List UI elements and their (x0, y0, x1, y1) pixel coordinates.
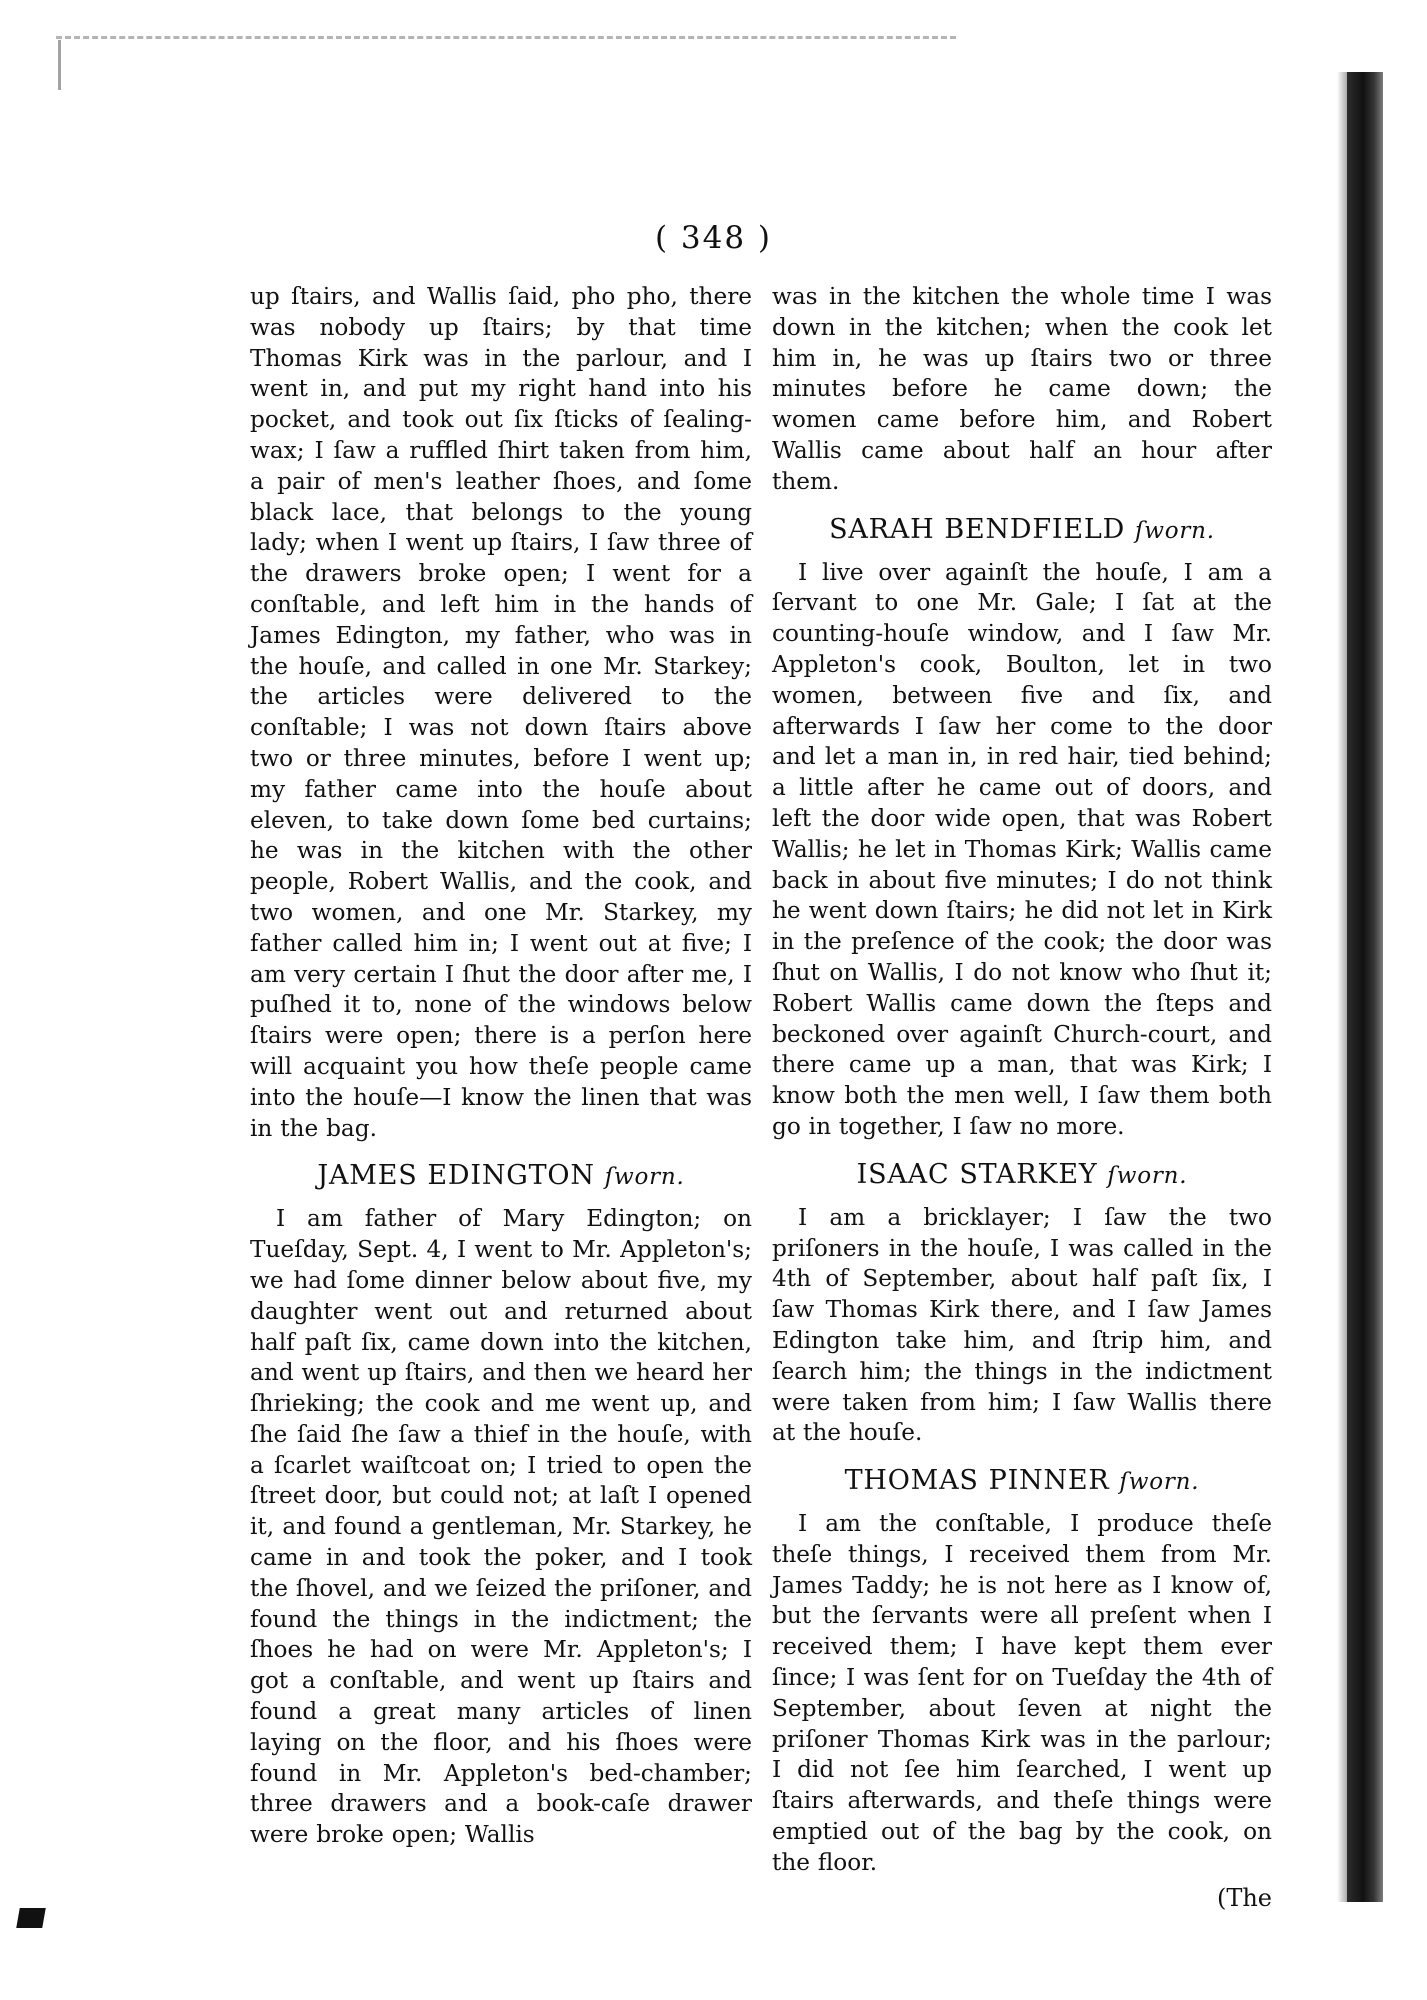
paragraph: up ſtairs, and Wallis ſaid, pho pho, there was nobody up ſtairs; by that time Thomas Kirk was in the parlour, and I went in, and put my right hand into his pocket, and took out ſix ſticks of ſealing-wax; I ſaw a ruffled ſhirt taken from him, a pair of men's leather ſhoes, and ſome black lace, that belongs to the young lady; when I went up ſtairs, I ſaw three of the drawers broke open; I went for a conſtable, and left him in the hands of James Edington, my father, who was in the houſe, and called in one Mr. Starkey; the articles were delivered to the conſtable; I was not down ſtairs above two or three minutes, before I went up; my father came into the houſe about eleven, to take down ſome bed curtains; he was in the kitchen with the other people, Robert Wallis, and the cook, and two women, and one Mr. Starkey, my father called him in; I went out at five; I am very certain I ſhut the door after me, I puſhed it to, none of the windows below ſtairs were open; there is a perſon here will acquaint you how theſe people came into the houſe—I know the linen that was in the bag. (250, 283, 752, 1142)
binding-shadow (1347, 72, 1383, 1902)
sworn-label: ſworn. (1119, 1469, 1200, 1496)
scan-edge-top (56, 36, 956, 53)
witness-name: SARAH BENDFIELD (829, 513, 1126, 545)
section-heading (772, 1158, 1272, 1193)
catchword: (The (1216, 1883, 1272, 1912)
section-heading (772, 513, 1272, 548)
witness-name: ISAAC STARKEY (856, 1158, 1098, 1190)
page-number: ( 348 ) (654, 220, 773, 256)
left-column (250, 282, 752, 1851)
paragraph: I am father of Mary Edington; on Tueſday, Sept. 4, I went to Mr. Appleton's; we had ſome dinner below about five, my daughter went out and returned about half paſt ſix, came down into the kitchen, and went up ſtairs, and then we heard her ſhrieking; the cook and me went up, and ſhe ſaid ſhe ſaw a thief in the houſe, with a ſcarlet waiſtcoat on; I tried to open the ſtreet door, but could not; at laſt I opened it, and found a gentleman, Mr. Starkey, he came in and took the poker, and I took the ſhovel, and we ſeized the priſoner, and found the things in the indictment; the ſhoes he had on were Mr. Appleton's; I got a conſtable, and went up ſtairs and found a great many articles of linen laying on the floor, and his ſhoes were found in Mr. Appleton's bed-chamber; three drawers and a book-caſe drawer were broke open; Wallis (250, 1205, 752, 1849)
sworn-label: ſworn. (604, 1164, 685, 1191)
right-column (772, 282, 1272, 1913)
section-heading (250, 1159, 752, 1194)
sworn-label: ſworn. (1107, 1162, 1188, 1189)
corner-mark (16, 1908, 46, 1928)
paragraph: was in the kitchen the whole time I was down in the kitchen; when the cook let him in, he was up ſtairs two or three minutes before he came down; the women came before him, and Robert Wallis came about half an hour after them. (772, 283, 1272, 495)
section-heading (772, 1464, 1272, 1499)
scan-edge-left (58, 40, 61, 90)
sworn-label: ſworn. (1134, 517, 1215, 544)
witness-name: THOMAS PINNER (844, 1465, 1110, 1497)
paragraph: I am the conſtable, I produce theſe theſe things, I received them from Mr. James Taddy; he is not here as I know of, but the ſervants were all preſent when I received them; I have kept them ever ſince; I was ſent for on Tueſday the 4th of September, about ſeven at night the priſoner Thomas Kirk was in the parlour; I did not ſee him ſearched, I went up ſtairs afterwards, and theſe things were emptied out of the bag by the cook, on the floor. (772, 1510, 1272, 1876)
paragraph: I am a bricklayer; I ſaw the two priſoners in the houſe, I was called in the 4th of September, about half paſt ſix, I ſaw Thomas Kirk there, and I ſaw James Edington take him, and ſtrip him, and ſearch him; the things in the indictment were taken from him; I ſaw Wallis there at the houſe. (772, 1203, 1272, 1447)
witness-name: JAMES EDINGTON (317, 1160, 595, 1192)
paragraph: I live over againſt the houſe, I am a ſervant to one Mr. Gale; I ſat at the counting-houſe window, and I ſaw Mr. Appleton's cook, Boulton, let in two women, between five and ſix, and afterwards I ſaw her come to the door and let a man in, in red hair, tied behind; a little after he came out of doors, and left the door wide open, that was Robert Wallis; he let in Thomas Kirk; Wallis came back in about five minutes; I do not think he went down ſtairs; he did not let in Kirk in the preſence of the cook; the door was ſhut on Wallis, I do not know who ſhut it; Robert Wallis came down the ſteps and beckoned over againſt Church-court, and there came up a man, that was Kirk; I know both the men well, I ſaw them both go in together, I ſaw no more. (772, 558, 1272, 1140)
